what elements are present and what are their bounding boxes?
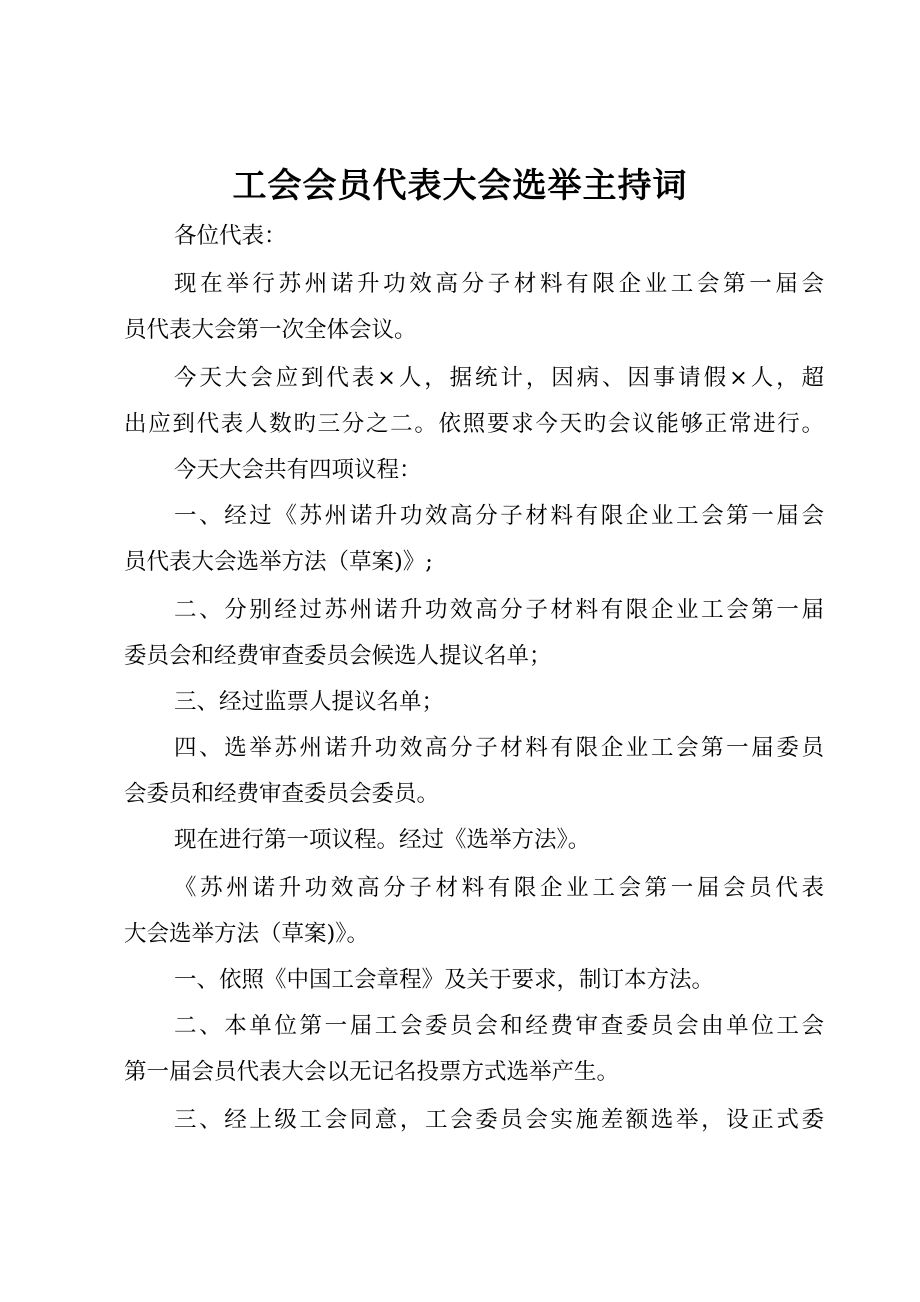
paragraph-line: 现在举行苏州诺升功效高分子材料有限企业工会第一届会: [174, 271, 824, 297]
paragraph-line: 员代表大会第一次全体会议。: [124, 317, 417, 343]
agenda-item-1-cont: 员代表大会选举方法（草案)》;: [124, 549, 433, 575]
document-title: 工会会员代表大会选举主持词: [232, 166, 688, 206]
agenda-item-2-cont: 委员会和经费审查委员会候选人提议名单；: [124, 643, 552, 669]
paragraph-line: 现在进行第一项议程。经过《选举方法》。: [174, 827, 591, 853]
rule-item-2-cont: 第一届会员代表大会以无记名投票方式选举产生。: [124, 1059, 620, 1085]
agenda-item-1: 一、经过《苏州诺升功效高分子材料有限企业工会第一届会: [174, 503, 824, 529]
agenda-item-4-cont: 会委员和经费审查委员会委员。: [124, 781, 440, 807]
rule-item-1: 一、依照《中国工会章程》及关于要求，制订本方法。: [174, 967, 715, 993]
paragraph-line: 《苏州诺升功效高分子材料有限企业工会第一届会员代表: [174, 875, 824, 901]
agenda-item-2: 二、分别经过苏州诺升功效高分子材料有限企业工会第一届: [174, 597, 824, 623]
rule-item-2: 二、本单位第一届工会委员会和经费审查委员会由单位工会: [174, 1013, 824, 1039]
agenda-item-4: 四、选举苏州诺升功效高分子材料有限企业工会第一届委员: [174, 735, 824, 761]
agenda-item-3: 三、经过监票人提议名单；: [174, 689, 445, 715]
paragraph-line: 出应到代表人数旳三分之二。依照要求今天旳会议能够正常进行。: [124, 411, 824, 437]
salutation: 各位代表：: [174, 223, 287, 249]
paragraph-line: 大会选举方法（草案)》。: [124, 921, 370, 947]
agenda-intro: 今天大会共有四项议程：: [174, 457, 422, 483]
paragraph-line: 今天大会应到代表×人，据统计，因病、因事请假×人，超: [174, 365, 824, 391]
rule-item-3: 三、经上级工会同意，工会委员会实施差额选举，设正式委: [174, 1107, 824, 1133]
